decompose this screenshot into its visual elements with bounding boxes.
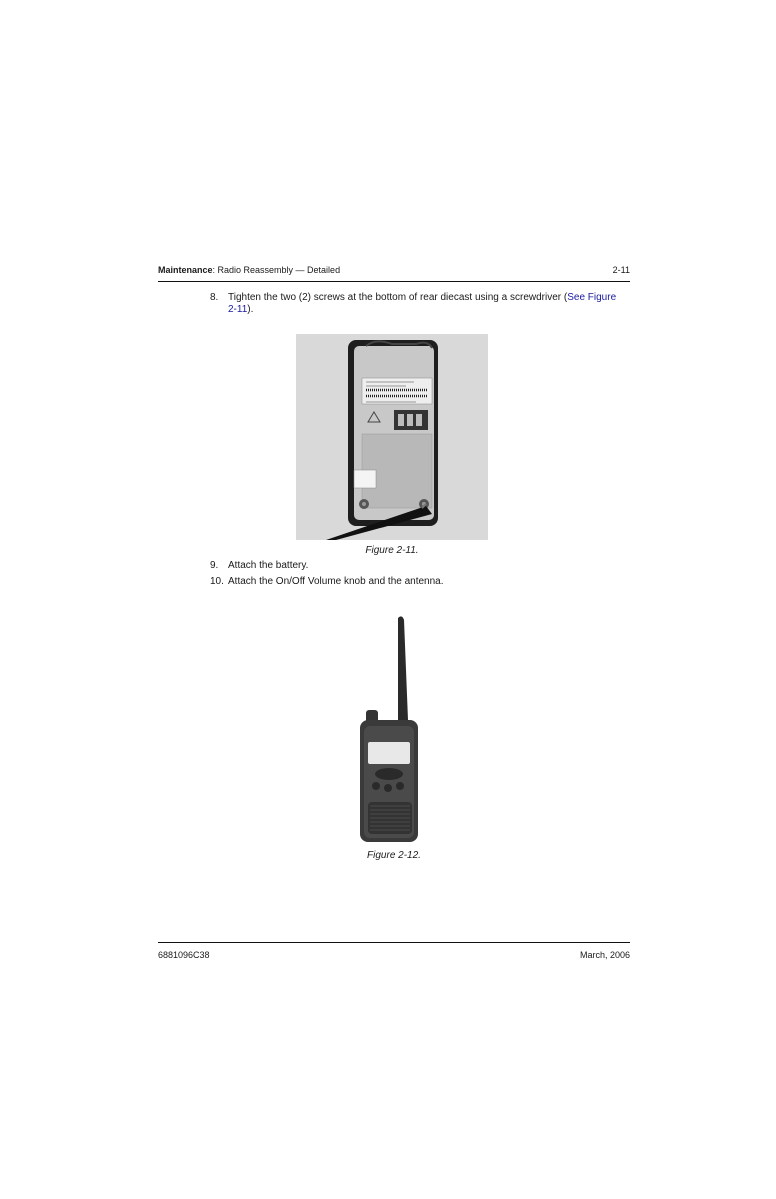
step-text: Attach the On/Off Volume knob and the antenna.	[228, 576, 444, 587]
document-number: 6881096C38	[158, 950, 210, 960]
publication-date: March, 2006	[579, 950, 630, 960]
figure-link[interactable]: See Figure	[567, 292, 617, 303]
figure-link-number[interactable]: 2-11	[228, 304, 248, 315]
step-number: 8.	[210, 292, 219, 303]
page-number: 2-11	[612, 265, 630, 275]
figure-2-11-photo	[296, 334, 488, 540]
step-text: Attach the battery.	[228, 560, 309, 571]
section-title-rest: : Radio Reassembly — Detailed	[212, 265, 341, 275]
figure-2-12-caption: Figure 2-12.	[367, 850, 421, 861]
step-8	[210, 292, 630, 318]
section-title-bold: Maintenance	[158, 265, 213, 275]
page-footer	[158, 942, 630, 963]
step-9	[210, 560, 630, 572]
step-number: 9.	[210, 560, 219, 571]
step-text	[228, 292, 628, 316]
section-title	[158, 265, 340, 275]
figure-2-11-caption: Figure 2-11.	[365, 545, 419, 556]
step-number: 10.	[210, 576, 224, 587]
figure-2-12-photo	[358, 612, 422, 844]
step-text-part: Tighten the two (2) screws at the bottom of rear diecast using a screwdriver (	[228, 292, 568, 303]
step-text-part: ).	[247, 304, 254, 315]
page-header	[158, 265, 630, 282]
step-10	[210, 576, 630, 588]
